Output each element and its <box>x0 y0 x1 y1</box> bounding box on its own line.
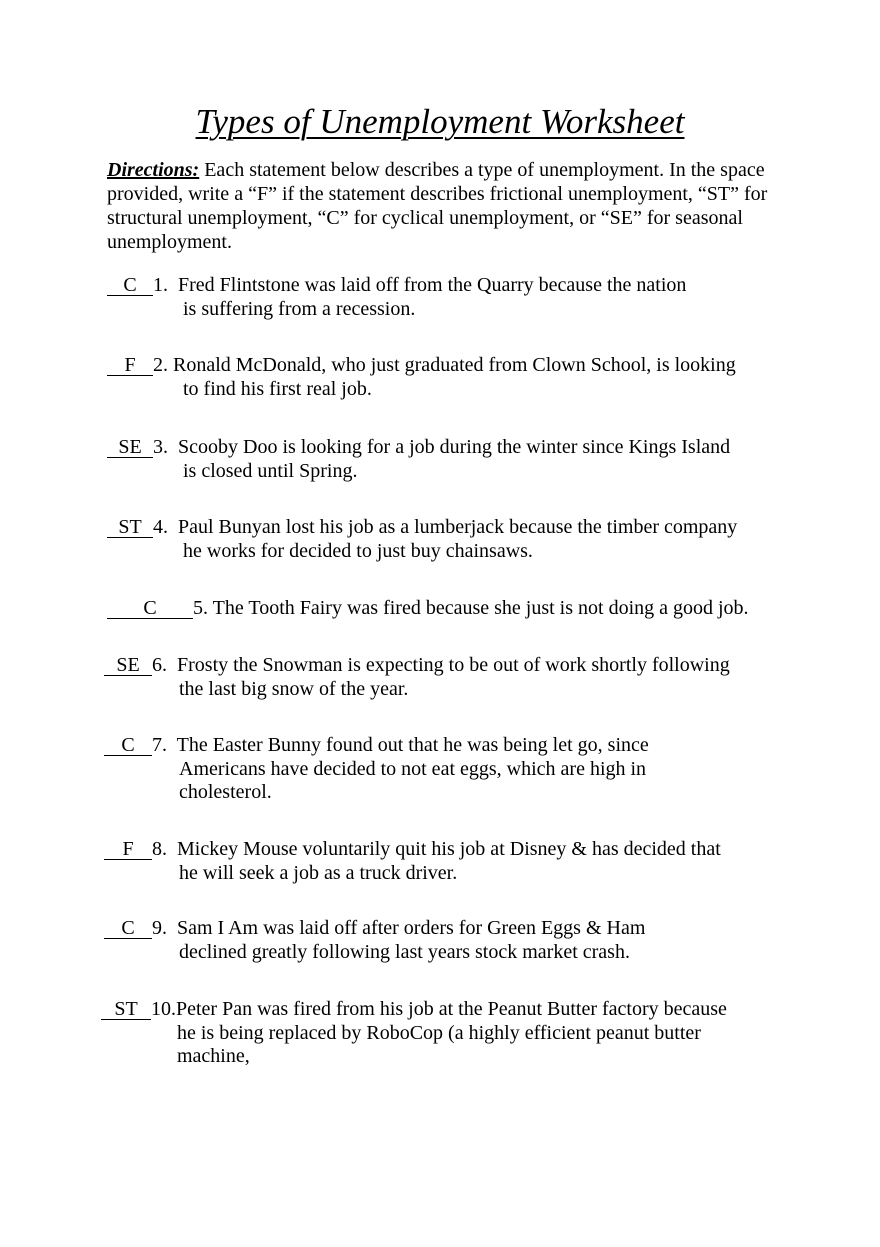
answer-blank-4[interactable]: ST <box>107 518 153 538</box>
question-text-1: Fred Flintstone was laid off from the Quarry because the nation <box>178 274 687 296</box>
question-text-1-line2: is suffering from a recession. <box>183 297 416 320</box>
question-text-10-line2: he is being replaced by RoboCop (a highly efficient peanut butter <box>177 1021 701 1044</box>
question-number-2: 2. <box>153 354 168 376</box>
question-5 <box>107 597 749 621</box>
question-4 <box>107 516 737 563</box>
question-number-8: 8. <box>152 838 167 860</box>
question-text-6: Frosty the Snowman is expecting to be out of work shortly following <box>177 654 730 676</box>
question-text-10-line3: machine, <box>177 1045 250 1067</box>
answer-blank-10[interactable]: ST <box>101 1000 151 1020</box>
answer-blank-5[interactable]: C <box>107 599 193 619</box>
question-text-8-line2: he will seek a job as a truck driver. <box>179 861 458 884</box>
question-6 <box>104 654 730 701</box>
question-number-1: 1. <box>153 274 168 296</box>
question-number-4: 4. <box>153 516 168 538</box>
answer-blank-6[interactable]: SE <box>104 656 152 676</box>
question-number-9: 9. <box>152 917 167 939</box>
question-text-2: Ronald McDonald, who just graduated from Clown School, is looking <box>173 354 736 376</box>
answer-blank-1[interactable]: C <box>107 276 153 296</box>
directions-text: Each statement below describes a type of unemployment. In the space provided, write a “F” if the statement describes frictional unemployment, “ST” for structural unemployment, “C” for cyclical unemployment, or “SE” for seasonal unemployment. <box>107 159 768 253</box>
answer-blank-7[interactable]: C <box>104 736 152 756</box>
question-text-7: The Easter Bunny found out that he was being let go, since <box>176 734 649 756</box>
question-10 <box>101 998 727 1069</box>
question-text-7-line3: cholesterol. <box>179 781 272 803</box>
question-text-5: The Tooth Fairy was fired because she just is not doing a good job. <box>212 597 749 619</box>
question-number-10: 10. <box>151 998 176 1020</box>
question-3 <box>107 436 730 483</box>
question-number-7: 7. <box>152 734 167 756</box>
question-text-8: Mickey Mouse voluntarily quit his job at Disney & has decided that <box>177 838 721 860</box>
question-number-6: 6. <box>152 654 167 676</box>
question-text-6-line2: the last big snow of the year. <box>179 677 409 700</box>
question-text-7-line2: Americans have decided to not eat eggs, which are high in <box>179 757 647 780</box>
answer-blank-2[interactable]: F <box>107 356 153 376</box>
question-1 <box>107 274 686 321</box>
question-text-3-line2: is closed until Spring. <box>183 459 358 482</box>
question-text-4: Paul Bunyan lost his job as a lumberjack because the timber company <box>178 516 738 538</box>
page-title: Types of Unemployment Worksheet <box>195 102 685 141</box>
answer-blank-9[interactable]: C <box>104 919 152 939</box>
question-7 <box>104 734 649 805</box>
directions-paragraph <box>107 158 807 254</box>
question-text-4-line2: he works for decided to just buy chainsaws. <box>183 539 533 562</box>
question-text-9-line2: declined greatly following last years stock market crash. <box>179 940 630 963</box>
answer-blank-8[interactable]: F <box>104 840 152 860</box>
directions-label: Directions: <box>107 159 200 181</box>
question-text-10: Peter Pan was fired from his job at the Peanut Butter factory because <box>176 998 727 1020</box>
question-8 <box>104 838 721 885</box>
question-number-3: 3. <box>153 436 168 458</box>
question-2 <box>107 354 736 401</box>
question-text-9: Sam I Am was laid off after orders for Green Eggs & Ham <box>177 917 646 939</box>
answer-blank-3[interactable]: SE <box>107 438 153 458</box>
question-text-3: Scooby Doo is looking for a job during the winter since Kings Island <box>178 436 731 458</box>
question-number-5: 5. <box>193 597 208 619</box>
question-9 <box>104 917 645 964</box>
question-text-2-line2: to find his first real job. <box>183 377 372 400</box>
